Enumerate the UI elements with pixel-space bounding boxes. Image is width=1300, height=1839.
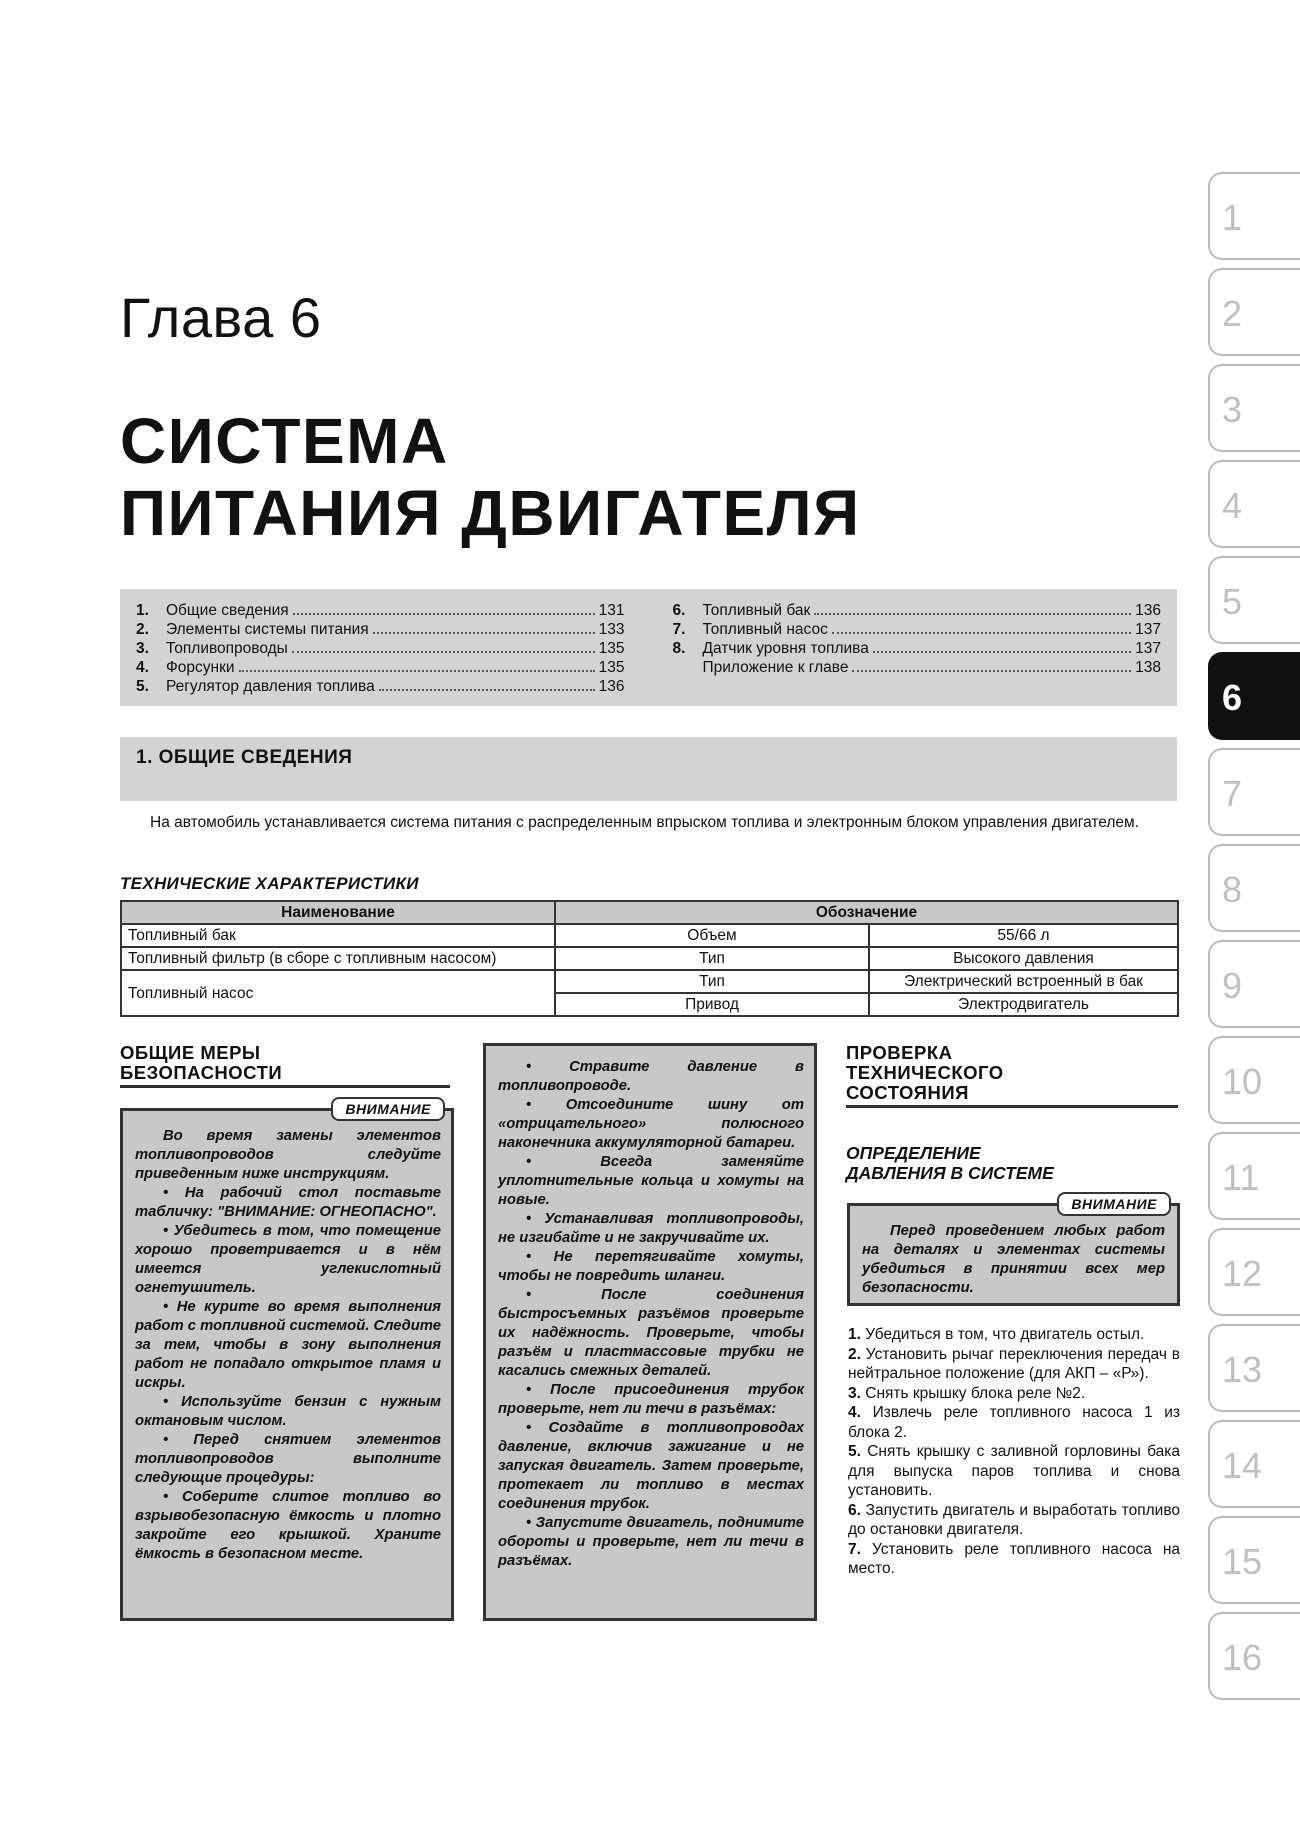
toc-item[interactable] [136,677,625,696]
toc-leader [379,689,595,691]
chapter-tab[interactable]: 1 [1208,172,1300,260]
toc-item[interactable] [673,601,1162,620]
warning-paragraph: • Используйте бензин с нужным октановым числом. [135,1394,441,1429]
toc-leader [293,613,595,615]
table-cell: Тип [555,947,869,970]
table-header-row [121,901,1178,924]
heading-line: ОБЩИЕ МЕРЫ [120,1042,261,1063]
subheading-line: ДАВЛЕНИЯ В СИСТЕМЕ [846,1163,1054,1183]
table-cell: Топливный бак [121,924,555,947]
step-text: Снять крышку с заливной горловины бака для выпуска паров топлива и снова установить. [848,1443,1180,1499]
warning-paragraph: • Не курите во время выполнения работ с топливной системой. Следите за тем, чтобы в зону выполнения работ не попадало открытое пламя и искры. [135,1299,441,1391]
step-text: Запустить двигатель и выработать топливо до остановки двигателя. [848,1501,1181,1538]
list-item [848,1501,1180,1540]
chapter-tab[interactable]: 8 [1208,844,1300,932]
list-item [848,1442,1180,1501]
toc-title: Приложение к главе [702,659,849,676]
toc-page: 136 [1135,602,1161,619]
warning-paragraph: • Соберите слитое топливо во взрывобезопасную ёмкость и плотно закройте его крышкой. Храните ёмкость в безопасном месте. [135,1489,441,1562]
tech-specs-table [120,900,1179,1017]
warning-paragraph: • Не перетягивайте хомуты, чтобы не повредить шланги. [498,1249,804,1284]
toc-column-left [136,601,625,706]
subheading-line: ОПРЕДЕЛЕНИЕ [846,1143,981,1163]
table-header-cell: Обозначение [555,901,1178,924]
toc-page: 131 [598,602,625,619]
safety-heading [120,1043,450,1088]
table-of-contents [120,589,1177,706]
step-text: Установить рычаг переключения передач в нейтральное положение (для АКП – «Р»). [848,1345,1180,1382]
chapter-tab[interactable]: 11 [1208,1132,1300,1220]
toc-number: 5. [136,678,149,695]
toc-title: Топливный бак [702,602,811,619]
toc-item[interactable] [673,658,1162,677]
toc-title: Общие сведения [166,602,289,619]
toc-number: 2. [136,621,149,638]
warning-badge: ВНИМАНИЕ [1057,1192,1171,1216]
toc-page: 137 [1135,640,1161,657]
warning-paragraph: • Создайте в топливопроводах давление, включив зажигание и не запуская двигатель. Затем проверьте, протекает ли топливо в местах соединения трубок. [498,1420,804,1512]
toc-number: 7. [672,621,686,638]
warning-paragraph: • Стравите давление в топливопроводе. [498,1059,804,1094]
table-cell: Электрический встроенный в бак [869,970,1178,993]
table-cell: 55/66 л [869,924,1178,947]
step-text: Установить реле топливного насоса на место. [848,1540,1180,1577]
warning-paragraph: Перед проведением любых работ на деталях и элементах системы убедиться в принятии всех мер безопасности. [862,1223,1165,1296]
toc-number: 4. [136,659,149,676]
toc-number: 8. [672,640,686,657]
list-item [848,1325,1180,1345]
chapter-tab[interactable]: 3 [1208,364,1300,452]
table-row [121,970,1178,993]
table-cell: Объем [555,924,869,947]
heading-line: БЕЗОПАСНОСТИ [120,1062,283,1083]
toc-page: 137 [1135,621,1161,638]
warning-paragraph: • После присоединения трубок проверьте, нет ли течи в разъёмах: [498,1382,804,1417]
heading-line: ПРОВЕРКА [846,1042,953,1063]
toc-leader [373,632,595,634]
toc-number: 6. [672,602,686,619]
toc-title: Топливопроводы [166,640,288,657]
toc-title: Регулятор давления топлива [166,678,375,695]
chapter-tab[interactable]: 16 [1208,1612,1300,1700]
warning-paragraph: • Отсоедините шину от «отрицательного» полюсного наконечника аккумуляторной батареи. [498,1097,804,1151]
chapter-tab[interactable]: 7 [1208,748,1300,836]
toc-leader [292,651,595,653]
step-number: 7. [848,1540,861,1558]
warning-badge: ВНИМАНИЕ [331,1097,445,1121]
warning-paragraph: Во время замены элементов топливопроводов следуйте приведенным ниже инструкциям. [135,1128,441,1182]
toc-leader [873,651,1131,653]
heading-line: СОСТОЯНИЯ [846,1082,969,1103]
section-heading: 1. ОБЩИЕ СВЕДЕНИЯ [120,737,1177,801]
toc-page: 135 [598,640,625,657]
toc-title: Элементы системы питания [166,621,369,638]
toc-column-right [665,601,1162,706]
table-cell: Высокого давления [869,947,1178,970]
step-text: Снять крышку блока реле №2. [865,1384,1086,1402]
toc-number: 1. [136,602,149,619]
chapter-tab[interactable]: 13 [1208,1324,1300,1412]
chapter-tab[interactable]: 15 [1208,1516,1300,1604]
intro-paragraph: На автомобиль устанавливается система питания с распределенным впрыском топлива и электронным блоком управления двигателем. [150,814,1140,831]
toc-item[interactable] [136,639,625,658]
warning-paragraph: • На рабочий стол поставьте табличку: "ВНИМАНИЕ: ОГНЕОПАСНО". [135,1185,441,1220]
toc-page: 133 [598,621,625,638]
chapter-title-line: ПИТАНИЯ ДВИГАТЕЛЯ [120,477,861,549]
chapter-title [120,405,861,549]
heading-line: ТЕХНИЧЕСКОГО [846,1062,1004,1083]
table-row [121,947,1178,970]
step-number: 6. [848,1501,861,1519]
chapter-tab[interactable]: 14 [1208,1420,1300,1508]
toc-leader [852,670,1131,672]
toc-leader [832,632,1131,634]
toc-item[interactable] [136,658,625,677]
toc-leader [814,613,1131,615]
warning-paragraph: • Всегда заменяйте уплотнительные кольца и хомуты на новые. [498,1154,804,1208]
chapter-tab[interactable]: 12 [1208,1228,1300,1316]
warning-paragraph: • Перед снятием элементов топливопроводов выполните следующие процедуры: [135,1432,441,1486]
toc-number: 3. [136,640,149,657]
list-item [848,1540,1180,1579]
toc-item[interactable] [673,639,1162,658]
table-cell: Топливный насос [121,970,555,1016]
toc-page: 135 [598,659,625,676]
check-warning-box [847,1196,1180,1306]
step-text: Извлечь реле топливного насоса 1 из блока 2. [848,1404,1180,1441]
chapter-tab[interactable]: 10 [1208,1036,1300,1124]
warning-paragraph: • Запустите двигатель, поднимите обороты и проверьте, нет ли течи в разъёмах. [498,1515,804,1569]
table-cell: Тип [555,970,869,993]
toc-leader [239,670,595,672]
toc-item[interactable] [136,601,625,620]
warning-paragraph: • Убедитесь в том, что помещение хорошо проветривается и в нём имеется углекислотный огнетушитель. [135,1223,441,1296]
step-number: 3. [848,1384,861,1402]
chapter-tab[interactable]: 9 [1208,940,1300,1028]
safety-warning-box [120,1101,454,1621]
check-heading [846,1043,1178,1108]
chapter-label: Глава 6 [120,286,322,349]
table-cell: Электродвигатель [869,993,1178,1016]
toc-page: 138 [1135,659,1161,676]
chapter-title-line: СИСТЕМА [120,405,449,477]
warning-paragraph: • Устанавливая топливопроводы, не изгибайте и не закручивайте их. [498,1211,804,1246]
chapter-tab-active[interactable]: 6 [1208,652,1300,740]
list-item [848,1403,1180,1442]
list-item [848,1345,1180,1384]
step-number: 2. [848,1345,861,1363]
list-item [848,1384,1180,1404]
safety-continued-box [483,1043,817,1621]
pressure-subheading [846,1143,1054,1183]
toc-item[interactable] [136,620,625,639]
toc-title: Топливный насос [702,621,828,638]
table-header-cell: Наименование [121,901,555,924]
toc-title: Датчик уровня топлива [702,640,869,657]
check-steps-list [848,1325,1180,1579]
warning-paragraph: • После соединения быстросъемных разъёмов проверьте их надёжность. Проверьте, чтобы разъём и пластмассовые трубки не касались смежных деталей. [498,1287,804,1379]
table-row [121,924,1178,947]
toc-title: Форсунки [166,659,235,676]
chapter-tab[interactable]: 4 [1208,460,1300,548]
toc-page: 136 [598,678,625,695]
table-cell: Привод [555,993,869,1016]
tech-specs-heading: ТЕХНИЧЕСКИЕ ХАРАКТЕРИСТИКИ [120,874,419,893]
step-text: Убедиться в том, что двигатель остыл. [865,1326,1145,1343]
table-cell: Топливный фильтр (в сборе с топливным насосом) [121,947,555,970]
step-number: 4. [848,1404,861,1421]
step-number: 1. [848,1326,861,1343]
step-number: 5. [848,1443,861,1460]
chapter-tab[interactable]: 2 [1208,268,1300,356]
chapter-tab[interactable]: 5 [1208,556,1300,644]
toc-item[interactable] [673,620,1162,639]
